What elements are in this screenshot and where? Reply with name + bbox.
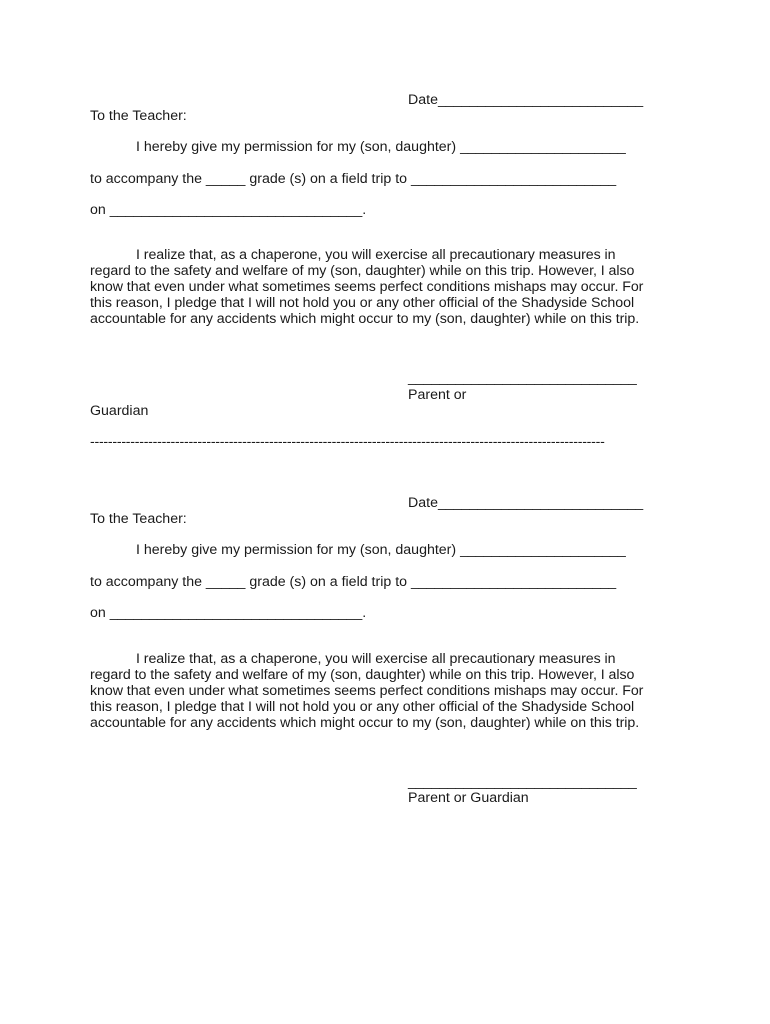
liability-paragraph-1: I realize that, as a chaperone, you will exercise all precautionary measures in regard to the safety and welfare of my (son, daughter) while on this trip. However, I also know that even under what sometimes seems perfect conditions mishaps may occur. For this reason, I pledge that I will not hold you or any other official of the Shadyside School accountable for any accidents which might occur to my (son, daughter) while on this trip.	[90, 247, 644, 327]
permission-line-2[interactable]: I hereby give my permission for my (son, daughter) _____________________	[136, 542, 626, 558]
signature-label-1b: Guardian	[90, 403, 149, 419]
permission-line-1[interactable]: I hereby give my permission for my (son, daughter) _____________________	[136, 139, 626, 155]
signature-line-1[interactable]: _____________________________	[408, 370, 637, 386]
field-trip-line-1[interactable]: to accompany the _____ grade (s) on a field trip to __________________________	[90, 171, 617, 187]
signature-label-2: Parent or Guardian	[408, 790, 529, 806]
date-field-2[interactable]: Date__________________________	[408, 495, 644, 511]
trip-date-line-2[interactable]: on ________________________________.	[90, 605, 367, 621]
liability-paragraph-2: I realize that, as a chaperone, you will exercise all precautionary measures in regard to the safety and welfare of my (son, daughter) while on this trip. However, I also know that even under what sometimes seems perfect conditions mishaps may occur. For this reason, I pledge that I will not hold you or any other official of the Shadyside School accountable for any accidents which might occur to my (son, daughter) while on this trip.	[90, 651, 644, 731]
trip-date-line-1[interactable]: on ________________________________.	[90, 202, 367, 218]
salutation-2: To the Teacher:	[90, 511, 187, 527]
salutation-1: To the Teacher:	[90, 108, 187, 124]
signature-label-1a: Parent or	[408, 387, 467, 403]
field-trip-line-2[interactable]: to accompany the _____ grade (s) on a field trip to __________________________	[90, 574, 617, 590]
cut-line-divider: -------------------------------------------------------------------------------------------------------------------	[90, 434, 605, 450]
signature-line-2[interactable]: _____________________________	[408, 774, 637, 790]
date-field-1[interactable]: Date__________________________	[408, 92, 644, 108]
